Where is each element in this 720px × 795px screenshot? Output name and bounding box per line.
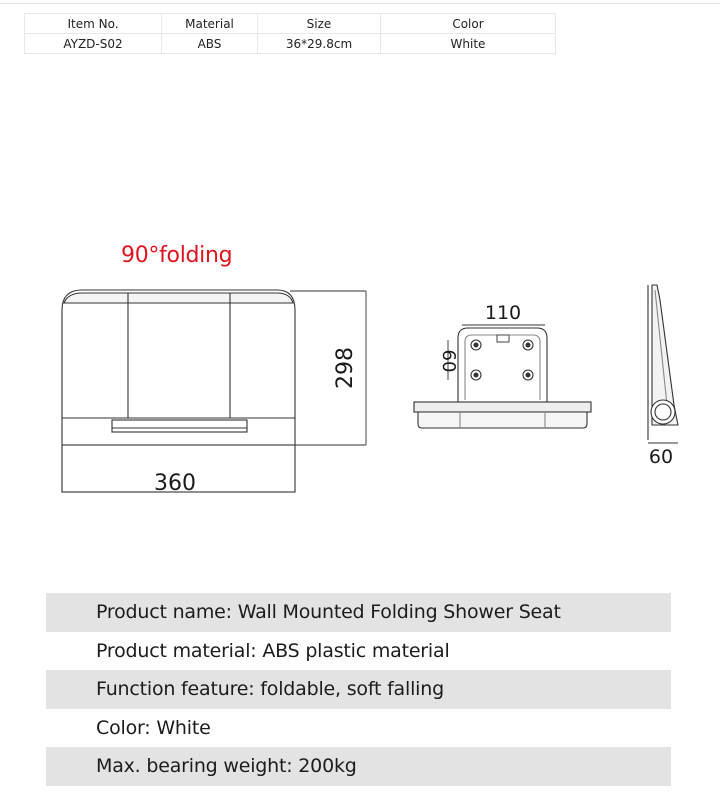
spec-header-size: Size — [258, 14, 381, 34]
front-view — [62, 290, 366, 492]
mount-view — [414, 325, 591, 428]
spec-value-material: ABS — [162, 34, 258, 54]
folded-seat-body — [418, 412, 587, 428]
mount-plate — [458, 328, 547, 402]
seat-top-edge — [64, 293, 293, 303]
spec-header-color: Color — [381, 14, 556, 34]
side-depth-dimension: 60 — [648, 446, 674, 468]
side-view — [648, 285, 678, 443]
folding-label: 90°folding — [121, 243, 233, 268]
seat-handle-slot — [112, 420, 247, 432]
info-row-color: Color: White — [96, 716, 211, 739]
seat-outline — [62, 290, 295, 445]
folded-seat-top — [414, 402, 591, 412]
width-dimension: 360 — [154, 471, 196, 496]
spec-value-color: White — [381, 34, 556, 54]
info-row-product-name: Product name: Wall Mounted Folding Shower Seat — [46, 593, 671, 632]
info-row-function: Function feature: foldable, soft falling — [46, 670, 671, 709]
mount-height-dimension: 60 — [438, 349, 459, 373]
spec-header-item: Item No. — [25, 14, 162, 34]
spec-value-item: AYZD-S02 — [25, 34, 162, 54]
mount-width-dimension: 110 — [484, 302, 522, 324]
info-row-max-weight: Max. bearing weight: 200kg — [46, 747, 671, 786]
spec-header-material: Material — [162, 14, 258, 34]
height-dimension: 298 — [333, 347, 358, 389]
spec-value-size: 36*29.8cm — [258, 34, 381, 54]
info-row-material: Product material: ABS plastic material — [96, 639, 450, 662]
product-info-list — [46, 593, 671, 786]
